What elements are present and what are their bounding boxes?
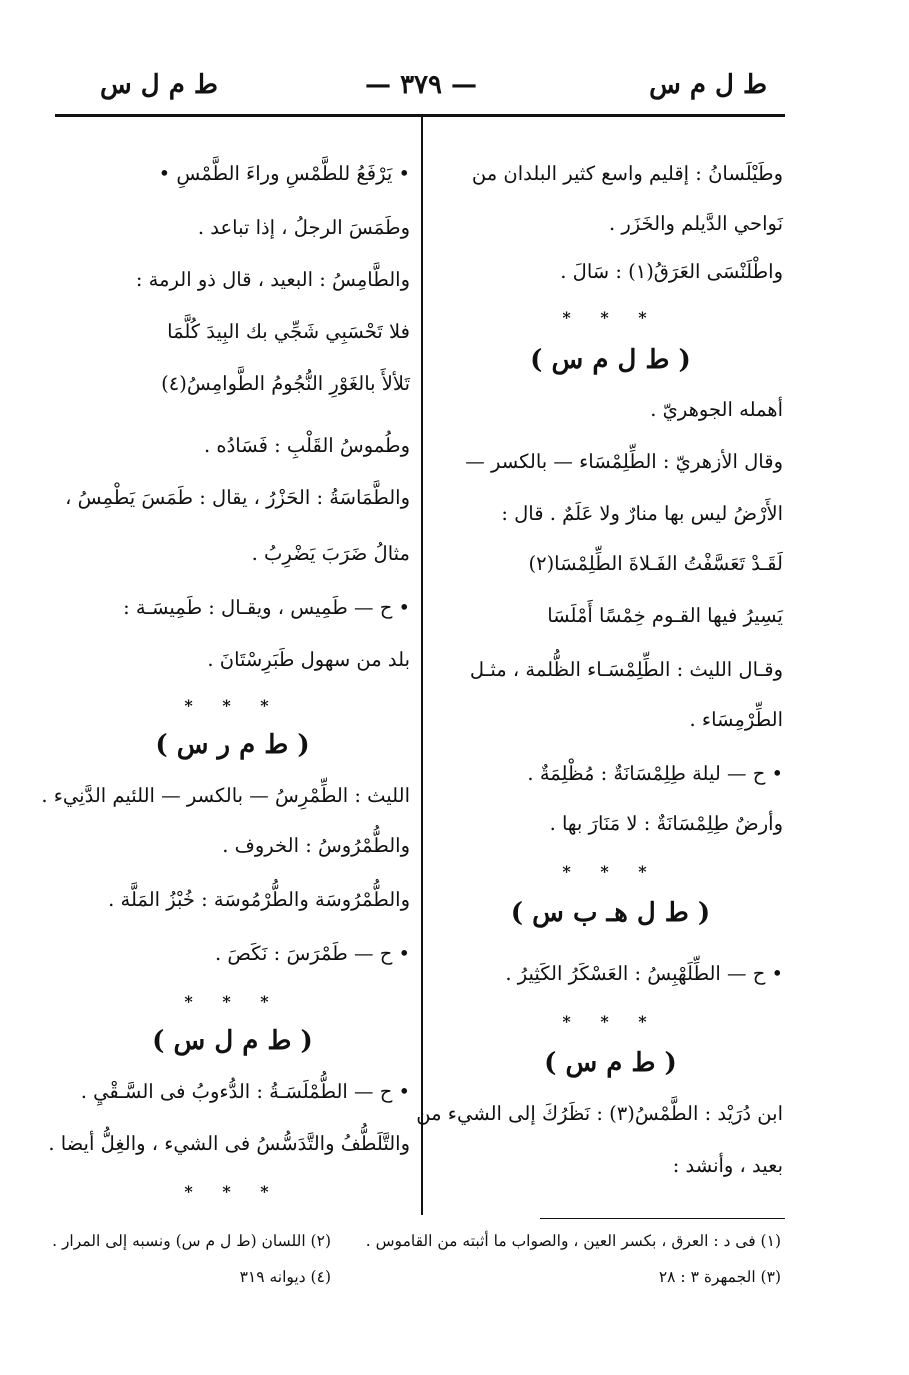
root-heading: ( ط م ر س ) bbox=[155, 730, 310, 760]
section-separator: * * * bbox=[184, 696, 281, 715]
text-line: بعيد ، وأنشد : bbox=[672, 1154, 783, 1177]
text-line: لَقَـدْ تَعَسَّفْتُ الفَـلاةَ الطِّلِمْسَا(٢) bbox=[528, 552, 783, 575]
root-heading: ( ط م ل س ) bbox=[152, 1026, 313, 1056]
text-line: ابن دُرَيْد : الطَّمْسُ(٣) : نَظَرُكَ إلى الشيء من bbox=[416, 1102, 783, 1125]
section-separator: * * * bbox=[562, 1012, 659, 1031]
text-line: وطَمَسَ الرجلُ ، إذا تباعد . bbox=[197, 216, 410, 239]
running-head-right: ط ل م س bbox=[649, 70, 767, 100]
page-header bbox=[55, 70, 785, 114]
text-line: والطَّامِسُ : البعيد ، قال ذو الرمة : bbox=[135, 268, 410, 291]
text-line: والطُّمْرُوسَة والطُّرْمُوسَة : خُبْزُ المَلَّة . bbox=[108, 888, 410, 911]
text-line: • ح — الطِّلَهْبِسُ : العَسْكَرُ الكَثِيرُ . bbox=[505, 962, 783, 985]
footnote-1: (١) فى د : العرق ، بكسر العين ، والصواب ما أثبته من القاموس . bbox=[365, 1232, 781, 1250]
text-line: • ح — الطُّمْلَسَـةُ : الدُّءوبُ فى السَّـقْيِ . bbox=[80, 1080, 410, 1103]
root-heading: ( ط ل هـ ب س ) bbox=[510, 898, 711, 928]
running-head-left: ط م ل س bbox=[100, 70, 218, 100]
text-line: الطِّرْمِسَاء . bbox=[689, 708, 783, 731]
root-heading: ( ط م س ) bbox=[544, 1048, 677, 1078]
text-line: وقال الأزهريّ : الطِّلِمْسَاء — بالكسر — bbox=[465, 450, 783, 473]
text-line: • ح — طَمِيس ، ويقـال : طَمِيسَـة : bbox=[123, 596, 410, 619]
text-line: والتَّلَطُّفُ والتَّدَسُّسُ فى الشيء ، والغِلُّ أيضا . bbox=[48, 1132, 410, 1155]
column-divider bbox=[421, 117, 423, 1215]
section-separator: * * * bbox=[562, 862, 659, 881]
footnote-rule bbox=[540, 1218, 785, 1219]
section-separator: * * * bbox=[184, 992, 281, 1011]
text-line: الليث : الطِّمْرِسُ — بالكسر — اللئيم الدَّنِيء . bbox=[41, 784, 410, 807]
text-line: والطَّمَاسَةُ : الحَزْرُ ، يقال : طَمَسَ يَطْمِسُ ، bbox=[65, 486, 410, 509]
text-line: فلا تَحْسَبِي شَجِّي بك البِيدَ كُلَّمَا bbox=[167, 320, 410, 343]
text-line: واطْلَنْسَى العَرَقُ(١) : سَالَ . bbox=[560, 260, 783, 283]
header-rule bbox=[55, 114, 785, 117]
text-line: يَسِيرُ فيها القـوم خِمْسًا أَمْلَسَا bbox=[547, 604, 783, 627]
text-line: بلد من سهول طَبَرِسْتَانَ . bbox=[207, 648, 410, 671]
text-line: تَلألأَ بالغَوْرِ النُّجُومُ الطَّوامِسُ(٤) bbox=[161, 372, 410, 395]
footnote-3: (٣) الجمهرة ٣ : ٢٨ bbox=[658, 1268, 781, 1286]
footnote-4: (٤) ديوانه ٣١٩ bbox=[239, 1268, 331, 1286]
text-line: أهمله الجوهريّ . bbox=[650, 398, 783, 421]
text-line: • يَرْفَعُ للطَّمْسِ وراءَ الطَّمْسِ • bbox=[158, 162, 410, 185]
text-line: • ح — ليلة طِلِمْسَانَةٌ : مُظْلِمَةٌ . bbox=[527, 762, 783, 785]
section-separator: * * * bbox=[562, 308, 659, 327]
page-number: — ٣٧٩ — bbox=[365, 70, 478, 100]
text-line: وأرضٌ طِلِمْسَانَةٌ : لا مَنَارَ بها . bbox=[549, 812, 783, 835]
text-line: • ح — طَمْرَسَ : نَكَصَ . bbox=[215, 942, 410, 965]
footnote-2: (٢) اللسان (ط ل م س) ونسبه إلى المرار . bbox=[52, 1232, 331, 1250]
text-line: وطَيْلَسانُ : إقليم واسع كثير البلدان من bbox=[471, 162, 783, 185]
text-line: وقـال الليث : الطِّلِمْسَـاء الظُّلمة ، مثـل bbox=[469, 658, 783, 681]
text-line: نَواحي الدَّيلم والخَزَر . bbox=[608, 212, 783, 235]
text-line: مثالُ ضَرَبَ يَضْرِبُ . bbox=[251, 542, 410, 565]
text-line: الأَرْضُ ليس بها منارٌ ولا عَلَمٌ . قال : bbox=[501, 502, 783, 525]
section-separator: * * * bbox=[184, 1182, 281, 1201]
text-line: وطُموسُ القَلْبِ : فَسَادُه . bbox=[203, 434, 410, 457]
text-line: والطُّمْرُوسُ : الخروف . bbox=[222, 834, 410, 857]
root-heading: ( ط ل م س ) bbox=[530, 345, 691, 375]
